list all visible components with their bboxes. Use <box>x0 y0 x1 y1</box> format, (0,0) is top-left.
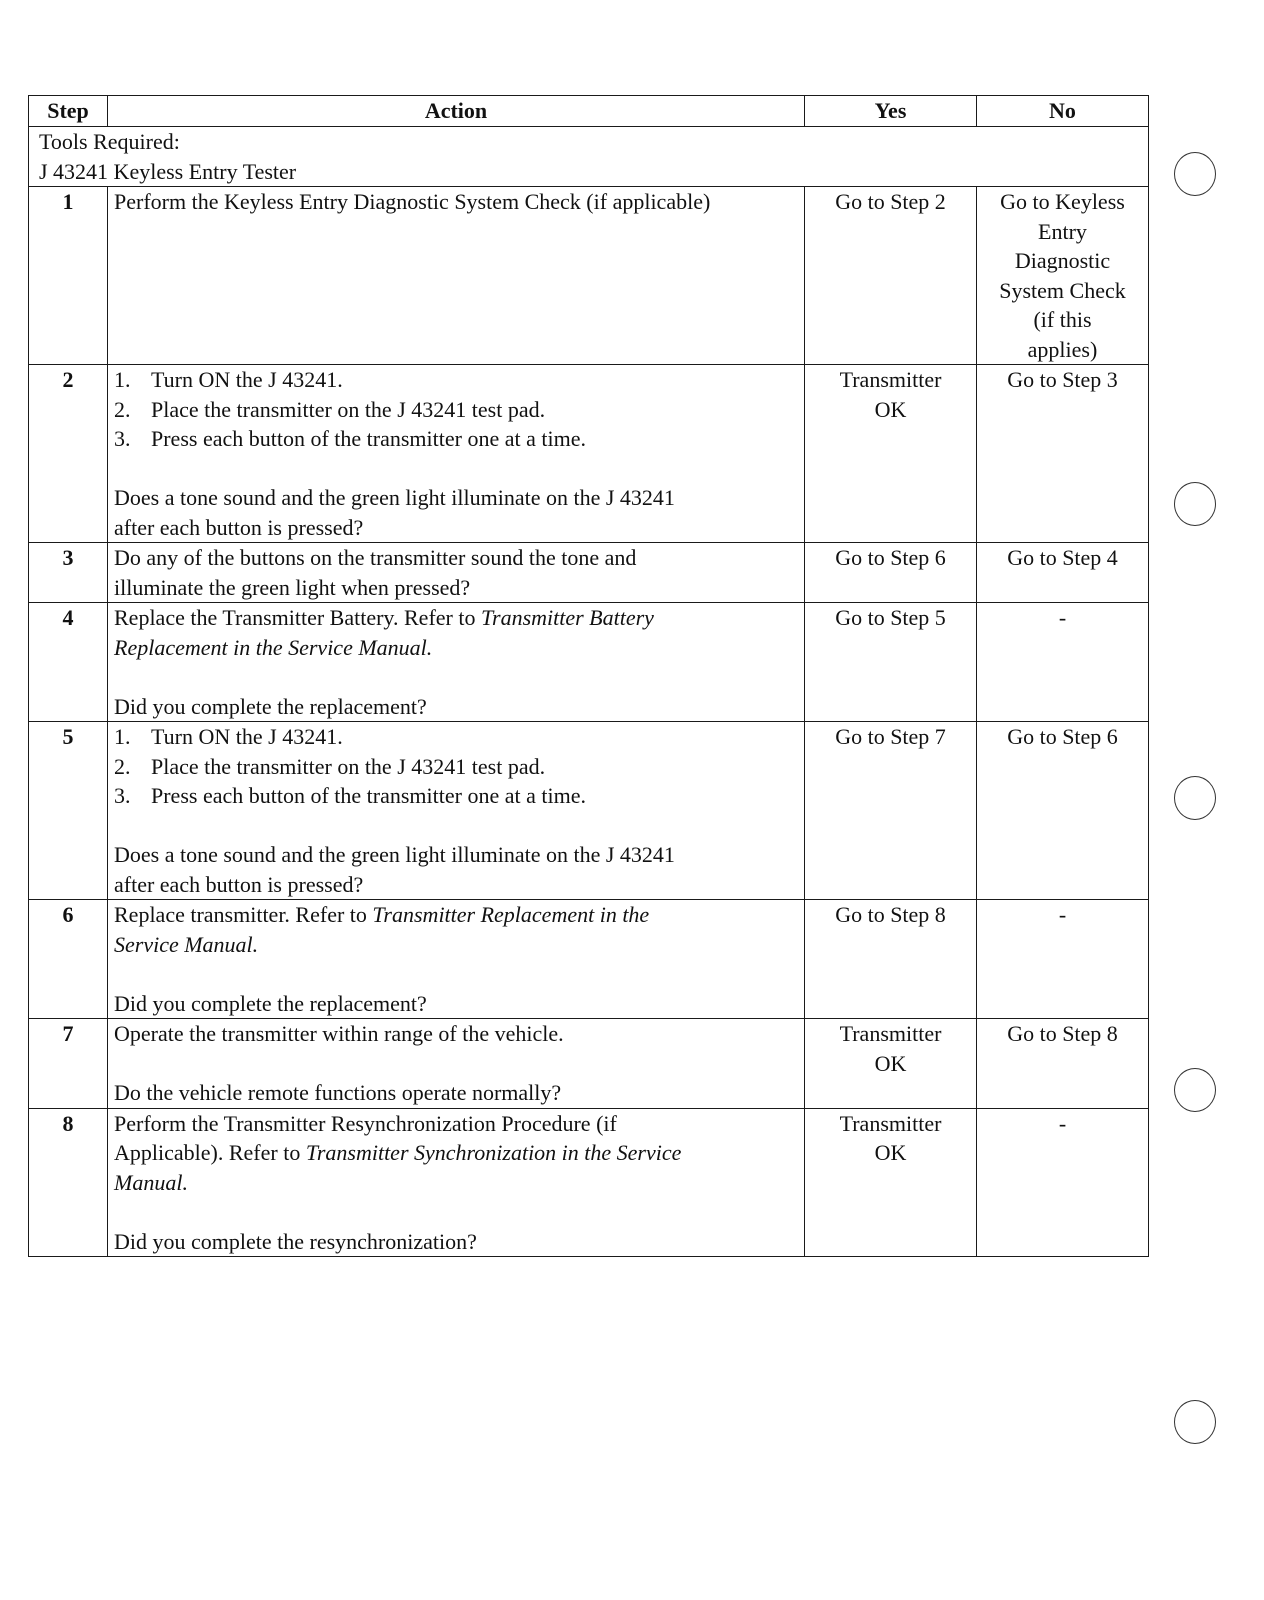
action-cell <box>108 187 805 365</box>
list-number: 3. <box>114 783 131 808</box>
yes-cell: Go to Step 7 <box>805 722 977 900</box>
list-text: Press each button of the transmitter one at a time. <box>151 783 586 808</box>
header-row <box>29 96 1149 127</box>
no-text-line: applies) <box>1027 336 1098 362</box>
yes-cell: Go to Step 6 <box>805 543 977 603</box>
manual-reference: Transmitter Battery <box>480 605 654 630</box>
action-text <box>114 900 798 930</box>
action-text <box>114 1168 798 1198</box>
list-number: 1. <box>114 367 131 392</box>
table-row <box>29 1019 1149 1109</box>
tools-item: J 43241 Keyless Entry Tester <box>39 158 297 184</box>
yes-cell <box>805 1108 977 1257</box>
header-no: No <box>977 96 1149 127</box>
no-text-line: Diagnostic <box>1014 248 1111 273</box>
action-text: Perform the Keyless Entry Diagnostic System Check (if applicable) <box>114 189 711 214</box>
step-number: 3 <box>29 543 108 603</box>
action-cell <box>108 603 805 722</box>
punch-hole <box>1174 1400 1216 1444</box>
list-item <box>114 781 798 811</box>
list-number: 2. <box>114 396 131 422</box>
no-cell: Go to Step 4 <box>977 543 1149 603</box>
action-text <box>114 603 798 633</box>
action-text: illuminate the green light when pressed? <box>114 574 471 600</box>
manual-reference: Transmitter Synchronization in the Service <box>305 1140 682 1165</box>
yes-text-line: Transmitter <box>839 367 942 392</box>
question-text: after each button is pressed? <box>114 514 364 540</box>
action-text <box>114 633 798 663</box>
question-text: Did you complete the replacement? <box>114 990 427 1016</box>
action-cell <box>108 722 805 900</box>
action-text <box>114 930 798 960</box>
punch-hole <box>1174 1068 1216 1112</box>
step-number: 5 <box>29 722 108 900</box>
step-number: 4 <box>29 603 108 722</box>
header-yes: Yes <box>805 96 977 127</box>
action-instruction: Replace the Transmitter Battery. Refer to <box>114 605 481 630</box>
manual-reference: Transmitter Replacement in the <box>372 902 650 927</box>
no-cell: - <box>977 900 1149 1019</box>
yes-text-line: OK <box>874 1050 907 1076</box>
action-instruction: Replace transmitter. Refer to <box>114 902 373 927</box>
list-text: Turn ON the J 43241. <box>151 367 343 392</box>
no-cell: - <box>977 603 1149 722</box>
step-number: 7 <box>29 1019 108 1109</box>
question-text: Did you complete the resynchronization? <box>114 1228 477 1254</box>
punch-hole <box>1174 152 1216 196</box>
table-row <box>29 187 1149 365</box>
action-instruction: Applicable). Refer to <box>114 1140 306 1165</box>
manual-reference: Manual. <box>114 1169 188 1195</box>
list-item <box>114 752 798 782</box>
list-text: Place the transmitter on the J 43241 test pad. <box>151 396 546 422</box>
punch-hole <box>1174 482 1216 526</box>
question-text: after each button is pressed? <box>114 871 364 897</box>
action-text <box>114 1138 798 1168</box>
header-action: Action <box>108 96 805 127</box>
action-cell <box>108 365 805 543</box>
action-text: Perform the Transmitter Resynchronization Procedure (if <box>114 1110 617 1136</box>
no-text-line: Go to Keyless <box>1000 189 1125 214</box>
step-number: 2 <box>29 365 108 543</box>
step-number: 8 <box>29 1108 108 1257</box>
no-cell: Go to Step 3 <box>977 365 1149 543</box>
question-text: Did you complete the replacement? <box>114 693 427 719</box>
question-text: Does a tone sound and the green light illuminate on the J 43241 <box>114 842 675 867</box>
yes-cell: Go to Step 5 <box>805 603 977 722</box>
list-item <box>114 424 798 454</box>
question-text: Does a tone sound and the green light illuminate on the J 43241 <box>114 485 675 510</box>
no-cell: Go to Step 6 <box>977 722 1149 900</box>
list-text: Place the transmitter on the J 43241 test pad. <box>151 753 546 779</box>
list-item <box>114 395 798 425</box>
tools-row <box>29 127 1149 187</box>
question-text: Do the vehicle remote functions operate normally? <box>114 1080 562 1105</box>
list-text: Press each button of the transmitter one at a time. <box>151 426 586 451</box>
step-number: 1 <box>29 187 108 365</box>
manual-reference: Replacement in the Service Manual. <box>114 634 433 660</box>
tools-label: Tools Required: <box>39 129 180 154</box>
no-cell: Go to Step 8 <box>977 1019 1149 1109</box>
step-number: 6 <box>29 900 108 1019</box>
yes-cell <box>805 365 977 543</box>
yes-text-line: Transmitter <box>839 1021 942 1046</box>
table-row <box>29 365 1149 543</box>
yes-text-line: Transmitter <box>839 1110 942 1136</box>
manual-reference: Service Manual. <box>114 931 259 957</box>
action-cell <box>108 900 805 1019</box>
list-item <box>114 722 798 752</box>
table-row <box>29 722 1149 900</box>
action-cell <box>108 1019 805 1109</box>
yes-cell: Go to Step 8 <box>805 900 977 1019</box>
yes-cell <box>805 1019 977 1109</box>
diagnostic-table <box>28 95 1149 1257</box>
table-row <box>29 543 1149 603</box>
action-cell <box>108 1108 805 1257</box>
no-text-line: (if this <box>1033 307 1092 332</box>
yes-cell: Go to Step 2 <box>805 187 977 365</box>
tools-cell <box>29 127 1149 187</box>
list-text: Turn ON the J 43241. <box>151 724 343 749</box>
no-cell <box>977 187 1149 365</box>
no-cell: - <box>977 1108 1149 1257</box>
header-step: Step <box>29 96 108 127</box>
action-cell <box>108 543 805 603</box>
action-text: Do any of the buttons on the transmitter sound the tone and <box>114 545 637 570</box>
table-row <box>29 603 1149 722</box>
list-number: 2. <box>114 753 131 779</box>
table-row <box>29 900 1149 1019</box>
no-text-line: System Check <box>999 277 1126 303</box>
list-number: 3. <box>114 426 131 451</box>
table-row <box>29 1108 1149 1257</box>
punch-hole <box>1174 776 1216 820</box>
action-text: Operate the transmitter within range of the vehicle. <box>114 1021 564 1046</box>
list-item <box>114 365 798 395</box>
list-number: 1. <box>114 724 131 749</box>
no-text-line: Entry <box>1038 218 1087 244</box>
yes-text-line: OK <box>874 1140 907 1165</box>
yes-text-line: OK <box>874 396 907 422</box>
